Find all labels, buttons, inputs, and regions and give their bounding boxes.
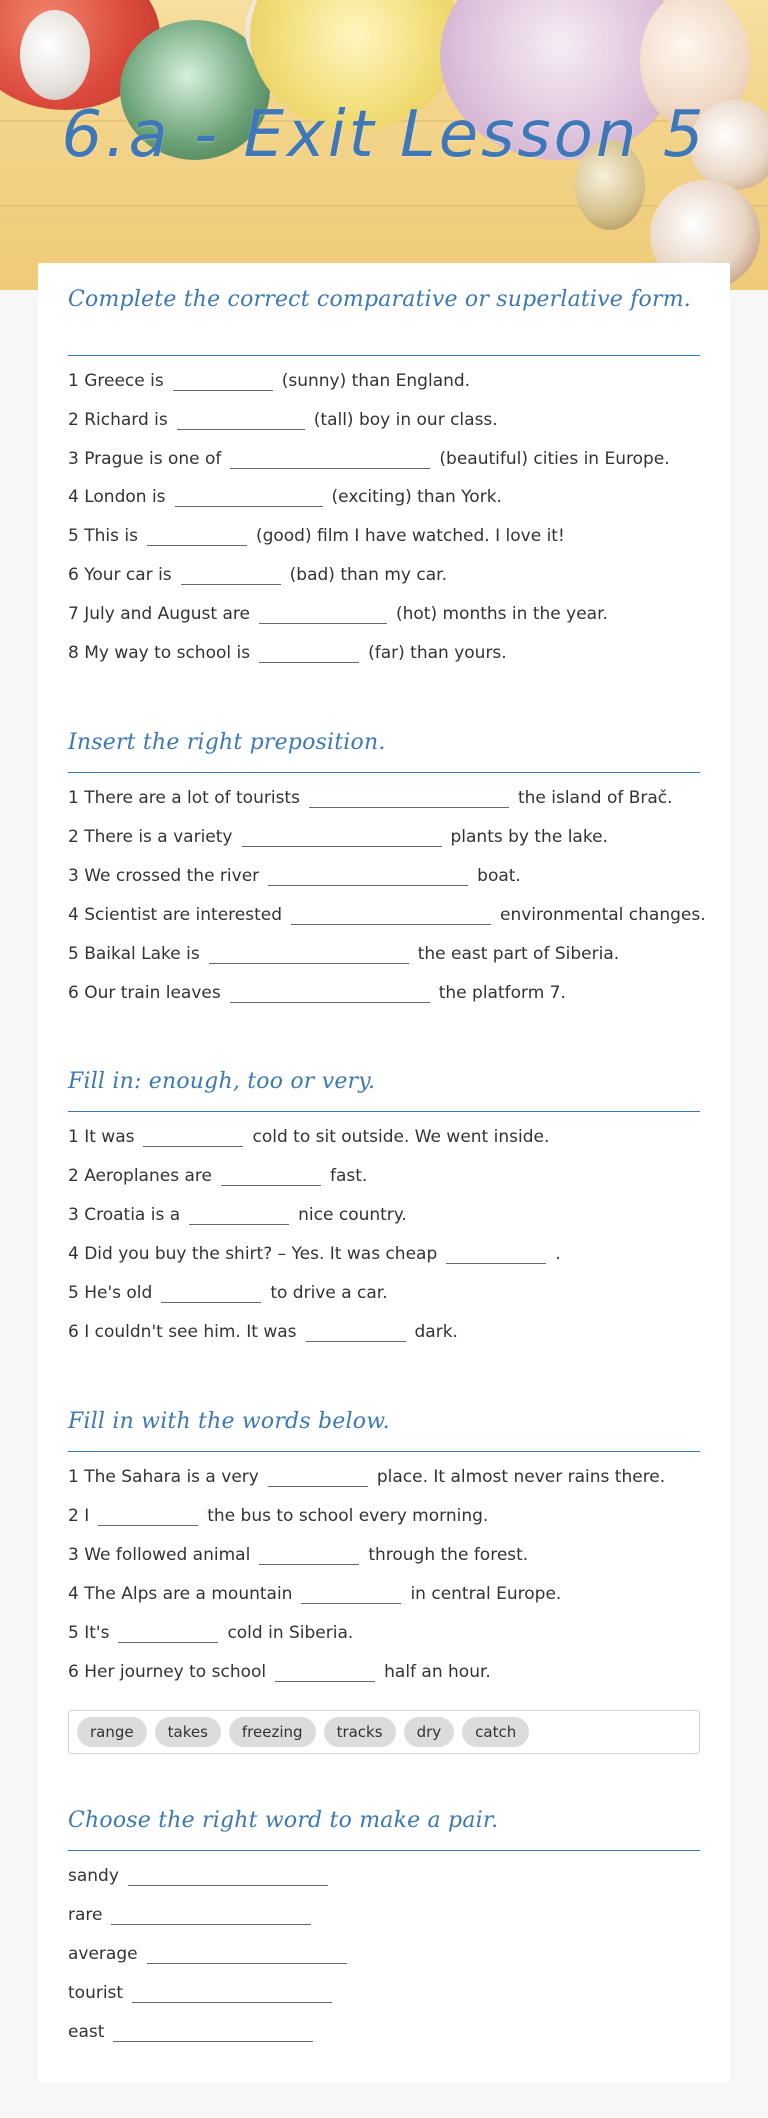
section-title-prepositions: Insert the right preposition. [68,730,386,755]
section-title-pairs: Choose the right word to make a pair. [68,1808,499,1833]
answer-blank[interactable] [118,1621,218,1643]
answer-blank[interactable] [177,408,305,430]
answer-blank[interactable] [259,602,387,624]
answer-blank[interactable] [301,1582,401,1604]
answer-blank[interactable] [181,563,281,585]
exercise-row: 1 There are a lot of tourists the island of Brač. [68,788,673,808]
word-chip-dry[interactable]: dry [404,1717,455,1747]
exercise-row: 5 It's cold in Siberia. [68,1623,354,1643]
section-divider [68,1850,700,1851]
word-chip-catch[interactable]: catch [462,1717,529,1747]
exercise-row: 8 My way to school is (far) than yours. [68,643,507,663]
exercise-row: 3 Prague is one of (beautiful) cities in Europe. [68,449,670,469]
answer-blank[interactable] [259,1543,359,1565]
answer-blank[interactable] [173,369,273,391]
answer-blank[interactable] [291,903,491,925]
answer-blank[interactable] [98,1504,198,1526]
exercise-row: rare [68,1897,320,1925]
word-chip-range[interactable]: range [77,1717,147,1747]
section-title-comparatives: Complete the correct comparative or superlative form. [68,287,691,312]
header-banner [0,0,768,290]
answer-blank[interactable] [143,1125,243,1147]
answer-blank[interactable] [259,641,359,663]
exercise-row: 6 Our train leaves the platform 7. [68,983,566,1003]
exercise-row: 3 Croatia is a nice country. [68,1205,407,1225]
word-chip-tracks[interactable]: tracks [324,1717,396,1747]
exercise-row: 7 July and August are (hot) months in the year. [68,604,608,624]
answer-blank[interactable] [268,1465,368,1487]
exercise-row: 2 I the bus to school every morning. [68,1506,489,1526]
exercise-row: 5 He's old to drive a car. [68,1283,388,1303]
answer-blank[interactable] [128,1864,328,1886]
exercise-row: average [68,1936,356,1964]
answer-blank[interactable] [113,2020,313,2042]
exercise-row: 4 London is (exciting) than York. [68,487,502,507]
answer-blank[interactable] [230,981,430,1003]
answer-blank[interactable] [242,825,442,847]
worksheet-card [38,263,730,2083]
exercise-row: 2 Aeroplanes are fast. [68,1166,368,1186]
answer-blank[interactable] [147,1942,347,1964]
section-divider [68,1111,700,1112]
exercise-row: 5 This is (good) film I have watched. I love it! [68,526,565,546]
exercise-row: 4 Scientist are interested environmental changes. [68,905,706,925]
answer-blank[interactable] [309,786,509,808]
page-title: 6.a - Exit Lesson 5 [61,98,707,172]
wood-plank-line [0,205,768,207]
exercise-row: 2 Richard is (tall) boy in our class. [68,410,498,430]
exercise-row: 4 Did you buy the shirt? – Yes. It was cheap . [68,1244,561,1264]
answer-blank[interactable] [446,1242,546,1264]
answer-blank[interactable] [175,485,323,507]
answer-blank[interactable] [147,524,247,546]
exercise-row: 1 The Sahara is a very place. It almost never rains there. [68,1467,666,1487]
section-divider [68,355,700,356]
exercise-row: 6 I couldn't see him. It was dark. [68,1322,458,1342]
exercise-row: 6 Her journey to school half an hour. [68,1662,491,1682]
exercise-row: east [68,2014,322,2042]
answer-blank[interactable] [111,1903,311,1925]
exercise-row: 1 It was cold to sit outside. We went inside. [68,1127,550,1147]
answer-blank[interactable] [275,1660,375,1682]
shell-decoration [20,10,90,100]
exercise-row: tourist [68,1975,341,2003]
section-divider [68,1451,700,1452]
answer-blank[interactable] [306,1320,406,1342]
exercise-row: 6 Your car is (bad) than my car. [68,565,447,585]
answer-blank[interactable] [189,1203,289,1225]
answer-blank[interactable] [161,1281,261,1303]
exercise-row: 3 We crossed the river boat. [68,866,521,886]
exercise-row: 3 We followed animal through the forest. [68,1545,529,1565]
answer-blank[interactable] [230,447,430,469]
answer-blank[interactable] [209,942,409,964]
exercise-row: sandy [68,1858,337,1886]
answer-blank[interactable] [132,1981,332,2003]
word-chip-freezing[interactable]: freezing [229,1717,316,1747]
word-chip-takes[interactable]: takes [155,1717,221,1747]
section-title-word-bank: Fill in with the words below. [68,1409,390,1434]
section-divider [68,772,700,773]
answer-blank[interactable] [268,864,468,886]
word-bank [68,1710,700,1754]
exercise-row: 4 The Alps are a mountain in central Europe. [68,1584,562,1604]
exercise-row: 1 Greece is (sunny) than England. [68,371,471,391]
exercise-row: 2 There is a variety plants by the lake. [68,827,608,847]
section-title-enough-too-very: Fill in: enough, too or very. [68,1069,376,1094]
answer-blank[interactable] [221,1164,321,1186]
exercise-row: 5 Baikal Lake is the east part of Siberia. [68,944,620,964]
